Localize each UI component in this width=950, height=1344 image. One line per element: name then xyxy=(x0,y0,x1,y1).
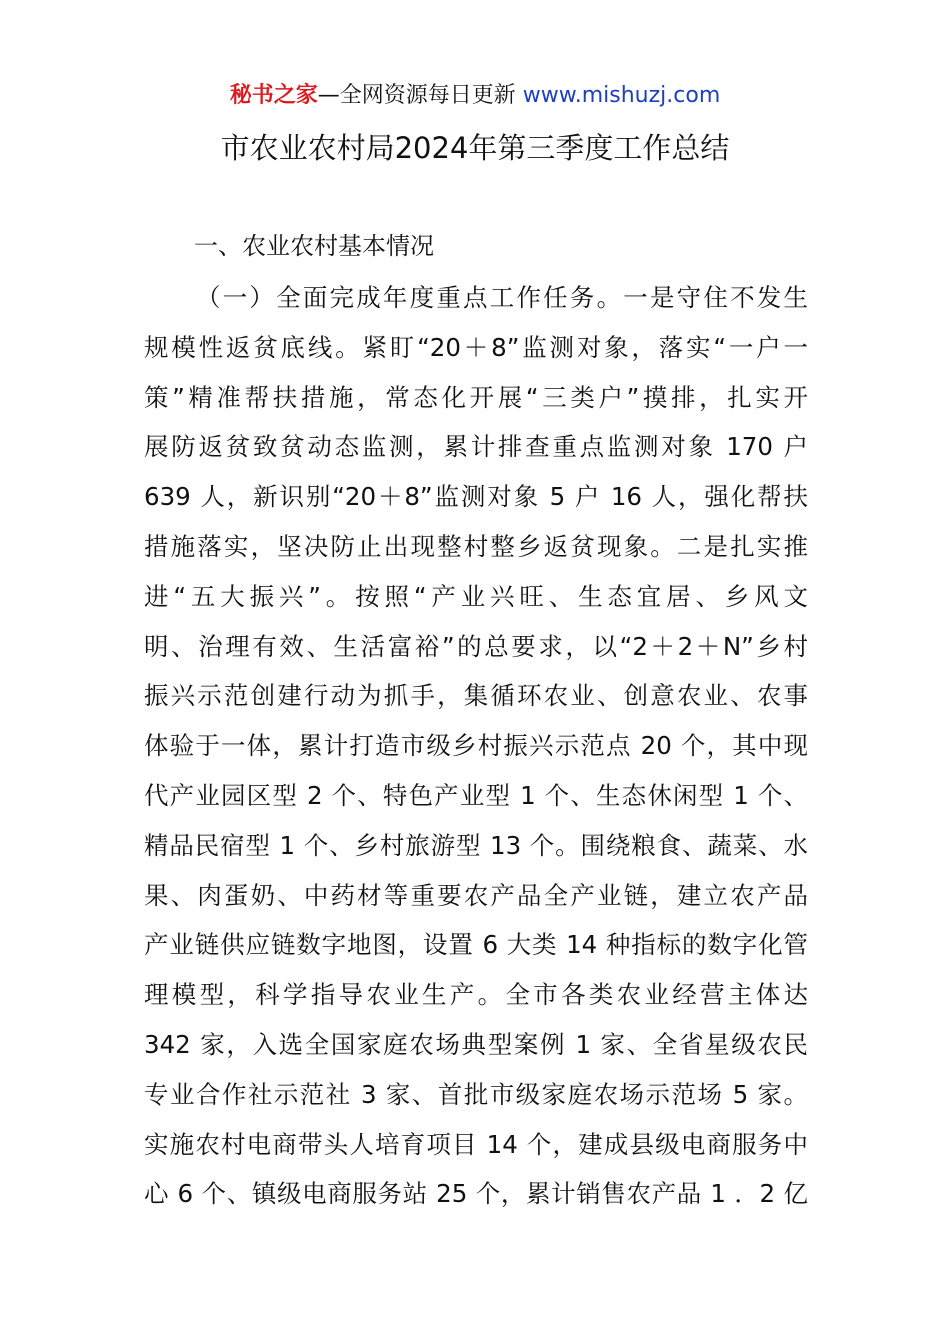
paragraph-line: 措施落实，坚决防止出现整村整乡返贫现象。二是扎实推 xyxy=(144,531,808,561)
paragraph-line: 639 人，新识别“20＋8”监测对象 5 户 16 人，强化帮扶 xyxy=(144,482,808,512)
paragraph-line: 体验于一体，累计打造市级乡村振兴示范点 20 个，其中现 xyxy=(144,731,808,761)
paragraph-line: 代产业园区型 2 个、特色产业型 1 个、生态休闲型 1 个、 xyxy=(144,780,808,810)
paragraph-line: 342 家，入选全国家庭农场典型案例 1 家、全省星级农民 xyxy=(144,1029,808,1059)
paragraph-line: （一）全面完成年度重点工作任务。一是守住不发生 xyxy=(196,283,808,312)
paragraph-line: 果、肉蛋奶、中药材等重要农产品全产业链，建立农产品 xyxy=(144,880,808,910)
paragraph-line: 明、治理有效、生活富裕”的总要求，以“2＋2＋N”乡村 xyxy=(144,631,808,661)
paragraph-line: 实施农村电商带头人培育项目 14 个，建成县级电商服务中 xyxy=(144,1129,808,1159)
paragraph-line: 精品民宿型 1 个、乡村旅游型 13 个。围绕粮食、蔬菜、水 xyxy=(144,830,808,860)
section-heading: 一、农业农村基本情况 xyxy=(194,232,434,260)
site-tagline: —全网资源每日更新 xyxy=(317,83,516,108)
paragraph-line: 进“五大振兴”。按照“产业兴旺、生态宜居、乡风文 xyxy=(144,581,808,611)
document-title: 市农业农村局2024年第三季度工作总结 xyxy=(220,131,730,165)
paragraph-line: 产业链供应链数字地图，设置 6 大类 14 种指标的数字化管 xyxy=(144,930,808,960)
site-header xyxy=(0,80,950,112)
site-url[interactable]: www.mishuzj.com xyxy=(522,83,721,108)
paragraph-line: 理模型，科学指导农业生产。全市各类农业经营主体达 xyxy=(144,980,808,1010)
paragraph-line: 策”精准帮扶措施，常态化开展“三类户”摸排，扎实开 xyxy=(144,382,808,412)
paragraph-line: 专业合作社示范社 3 家、首批市级家庭农场示范场 5 家。 xyxy=(144,1079,808,1109)
paragraph-line: 展防返贫致贫动态监测，累计排查重点监测对象 170 户 xyxy=(144,432,808,462)
paragraph-line: 心 6 个、镇级电商服务站 25 个，累计销售农产品 1 ．2 亿 xyxy=(144,1179,808,1209)
body-paragraph xyxy=(144,273,808,1219)
brand-name: 秘书之家 xyxy=(229,83,318,108)
paragraph-line: 振兴示范创建行动为抓手，集循环农业、创意农业、农事 xyxy=(144,681,808,711)
paragraph-line: 规模性返贫底线。紧盯“20＋8”监测对象，落实“一户一 xyxy=(144,332,808,362)
